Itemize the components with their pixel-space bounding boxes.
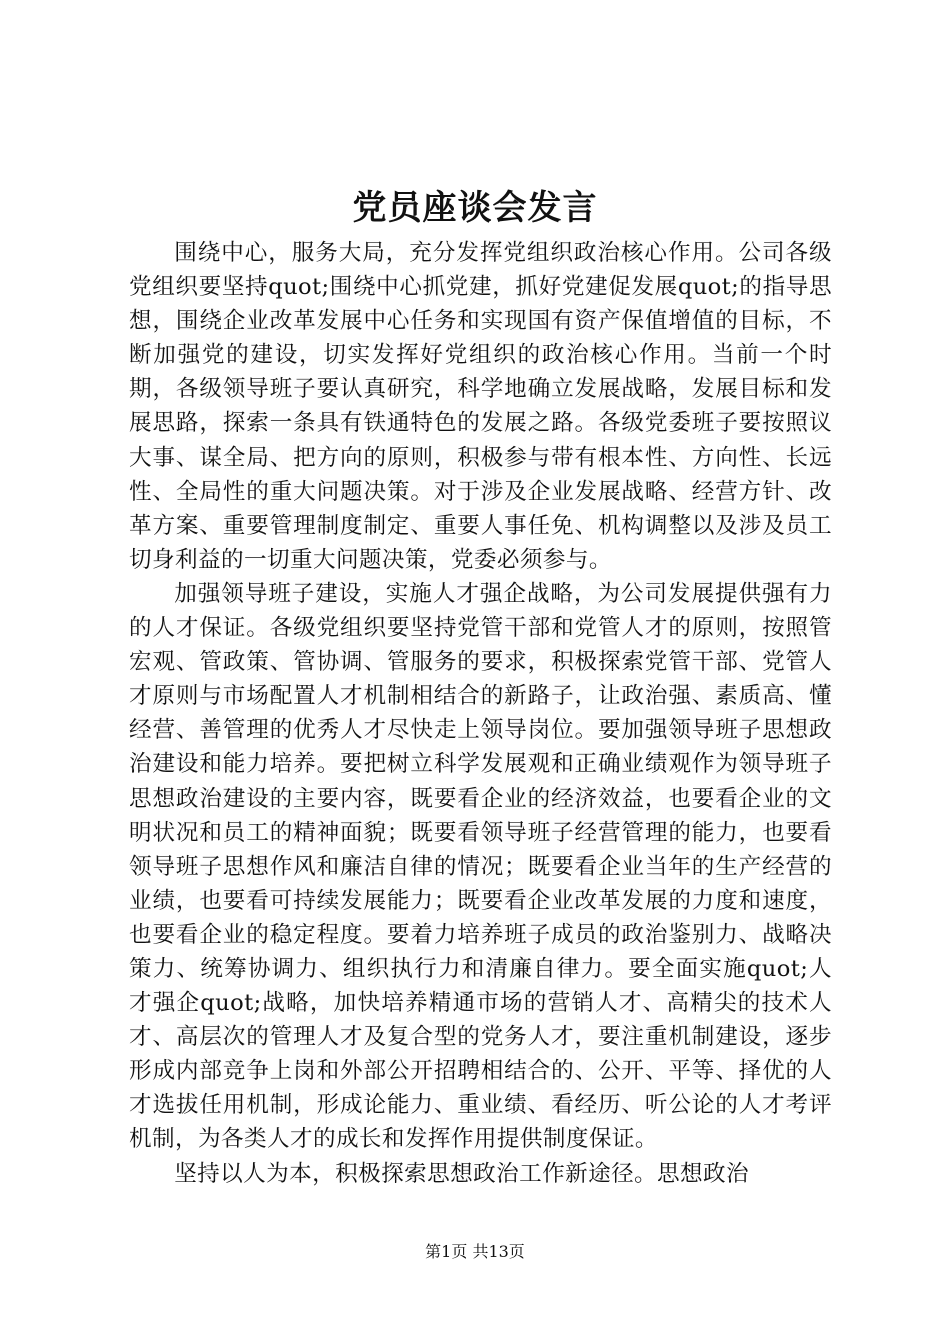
paragraph-1: 围绕中心，服务大局，充分发挥党组织政治核心作用。公司各级党组织要坚持quot;围绕中心抓党建，抓好党建促发展quot;的指导思想，围绕企业改革发展中心任务和实现国有资产保值增值的目标，不断加强党的建设，切实发挥好党组织的政治核心作用。当前一个时期，各级领导班子要认真研究，科学地确立发展战略，发展目标和发展思路，探索一条具有铁通特色的发展之路。各级党委班子要按照议大事、谋全局、把方向的原则，积极参与带有根本性、方向性、长远性、全局性的重大问题决策。对于涉及企业发展战略、经营方针、改革方案、重要管理制度制定、重要人事任免、机构调整以及涉及员工切身利益的一切重大问题决策，党委必须参与。 [129,240,832,573]
paragraph-2: 加强领导班子建设，实施人才强企战略，为公司发展提供强有力的人才保证。各级党组织要坚持党管干部和党管人才的原则，按照管宏观、管政策、管协调、管服务的要求，积极探索党管干部、党管人才原则与市场配置人才机制相结合的新路子，让政治强、素质高、懂经营、善管理的优秀人才尽快走上领导岗位。要加强领导班子思想政治建设和能力培养。要把树立科学发展观和正确业绩观作为领导班子思想政治建设的主要内容，既要看企业的经济效益，也要看企业的文明状况和员工的精神面貌；既要看领导班子经营管理的能力，也要看领导班子思想作风和廉洁自律的情况；既要看企业当年的生产经营的业绩，也要看可持续发展能力；既要看企业改革发展的力度和速度，也要看企业的稳定程度。要着力培养班子成员的政治鉴别力、战略决策力、统筹协调力、组织执行力和清廉自律力。要全面实施quot;人才强企quot;战略，加快培养精通市场的营销人才、高精尖的技术人才、高层次的管理人才及复合型的党务人才，要注重机制建设，逐步形成内部竞争上岗和外部公开招聘相结合的、公开、平等、择优的人才选拔任用机制，形成论能力、重业绩、看经历、听公论的人才考评机制，为各类人才的成长和发挥作用提供制度保证。 [129,580,832,1153]
document-body [129,236,832,1191]
document-title: 党员座谈会发言 [352,188,598,228]
page-number-footer: 第1页 共13页 [425,1242,525,1261]
paragraph-3: 坚持以人为本，积极探索思想政治工作新途径。思想政治 [174,1160,750,1187]
